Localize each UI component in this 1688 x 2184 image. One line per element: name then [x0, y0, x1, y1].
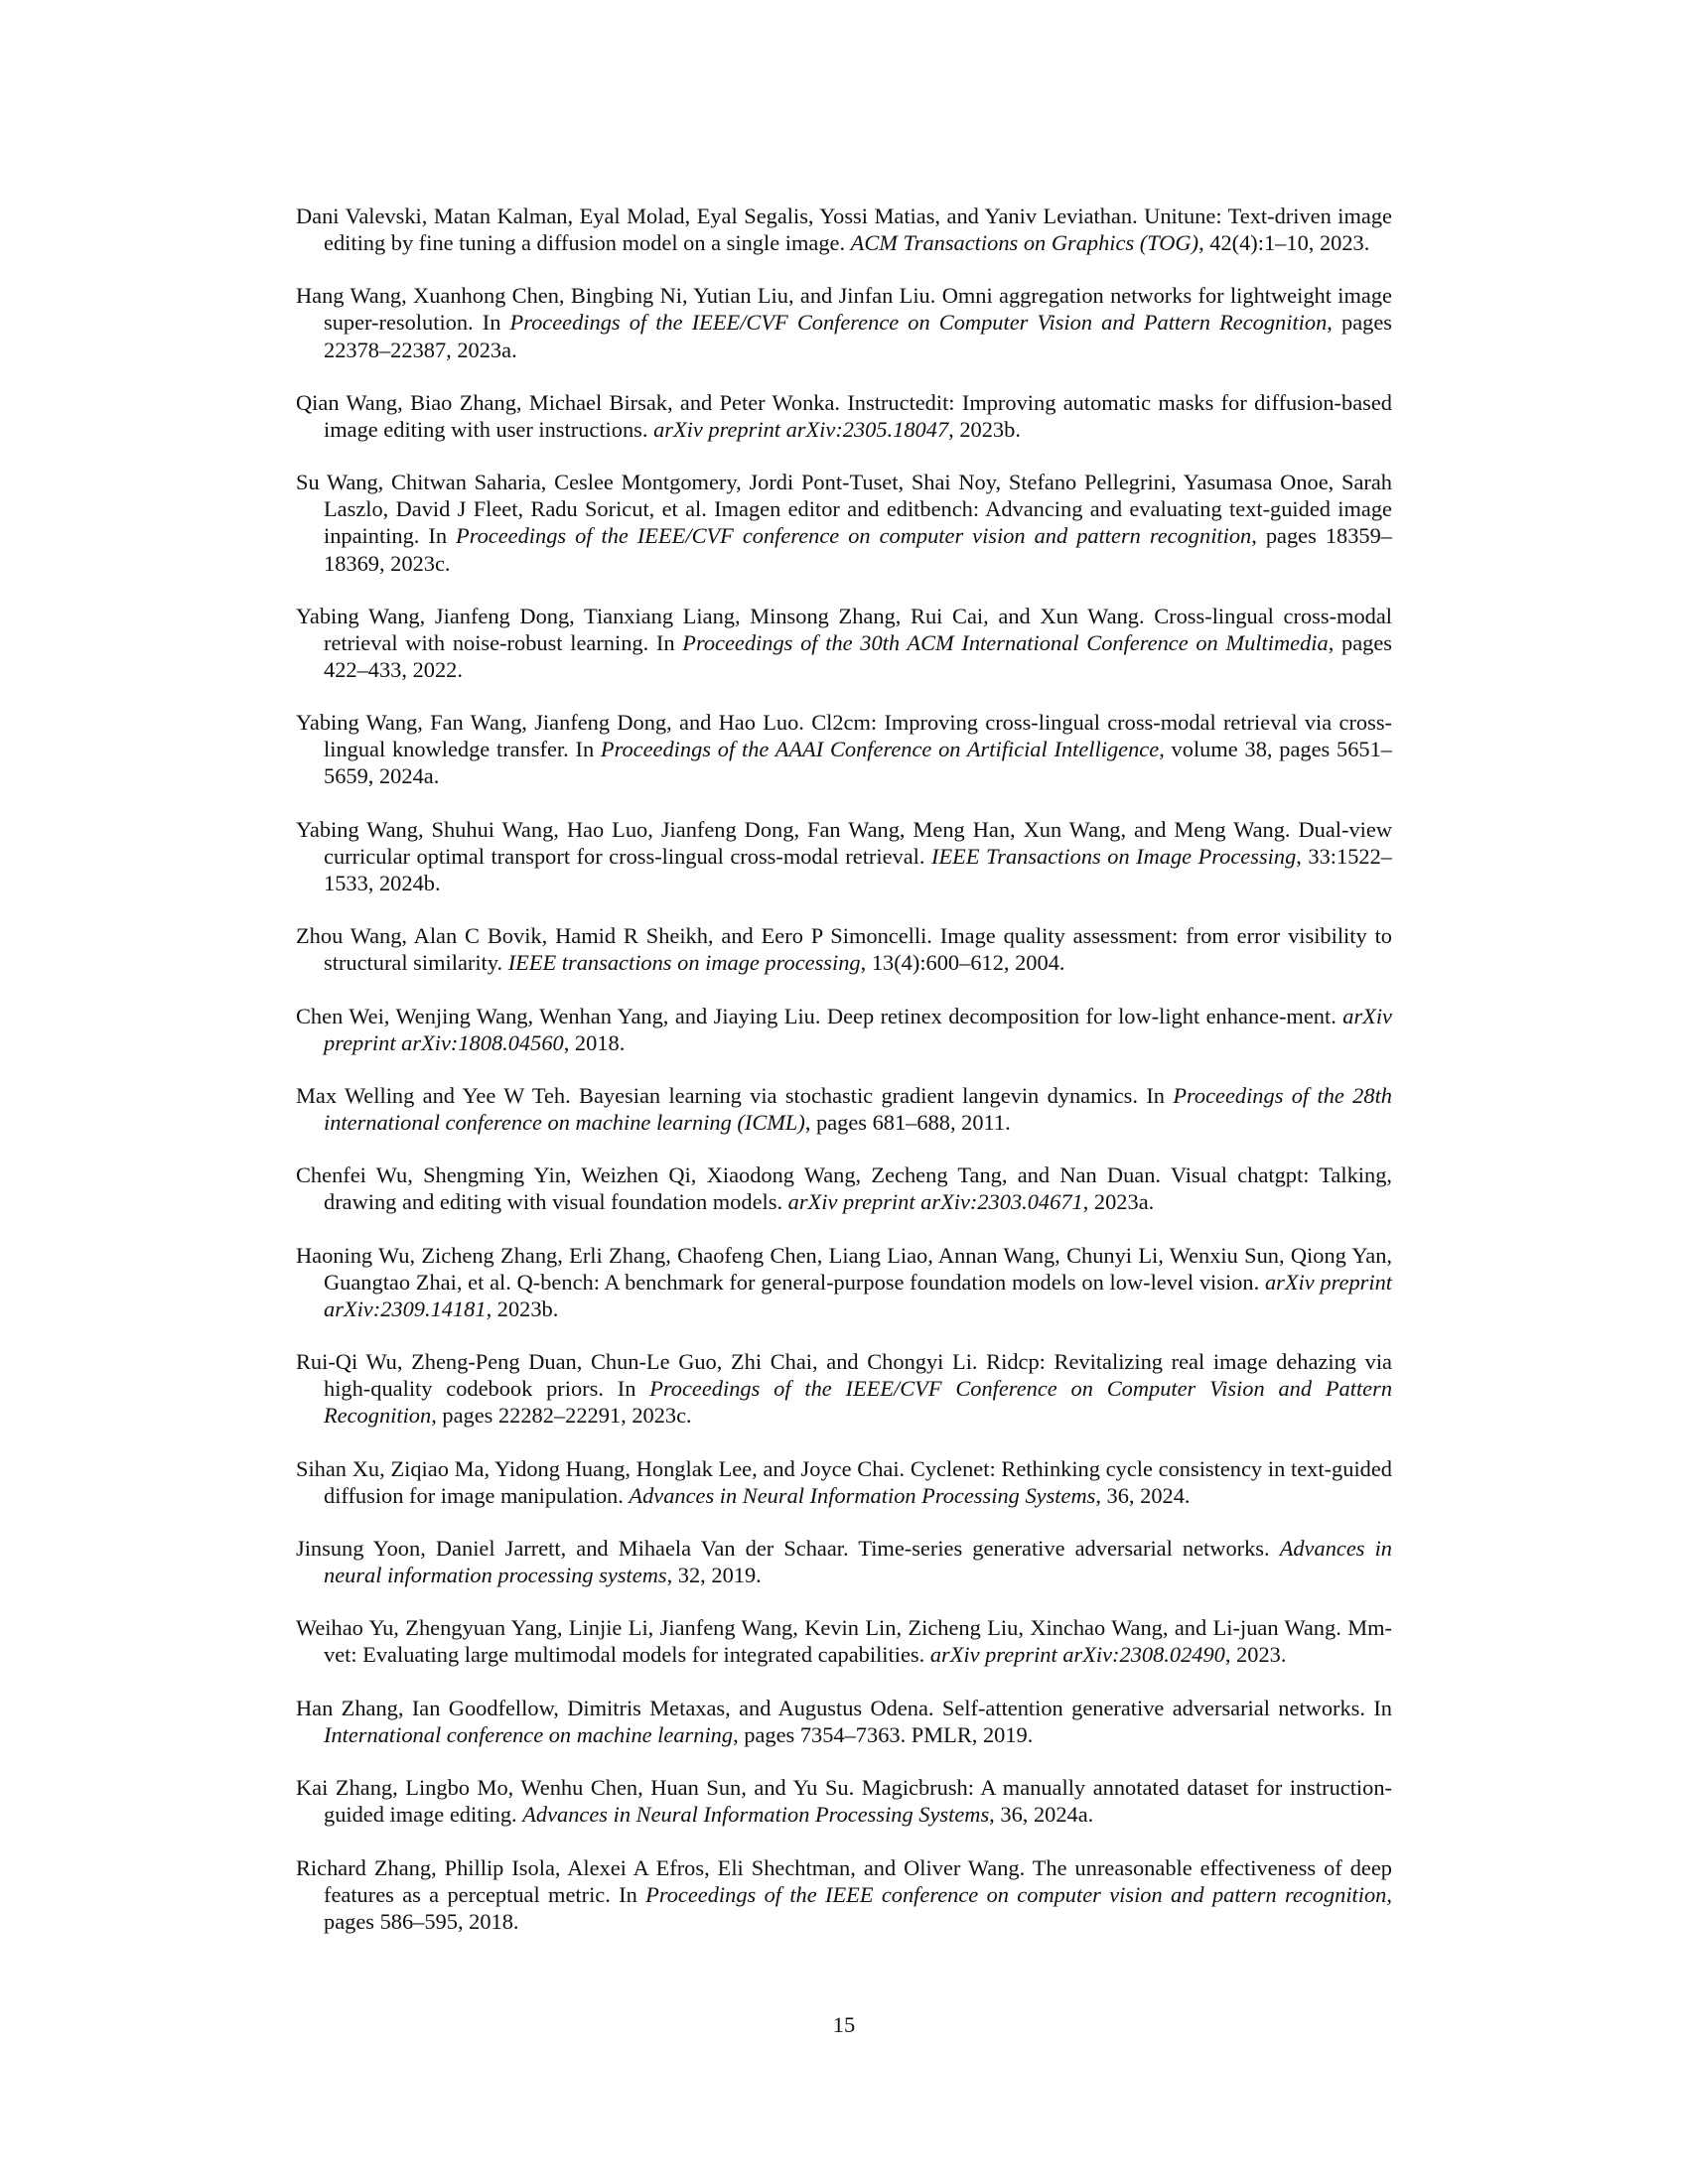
reference-authors-title: Jinsung Yoon, Daniel Jarrett, and Mihaela Van der Schaar. Time-series generative adversarial networks. [296, 1536, 1280, 1561]
reference-authors-title: Yabing Wang, Shuhui Wang, Hao Luo, Jianfeng Dong, Fan Wang, Meng Han, Xun Wang, and Meng Wang. Dual-view curricular optimal transport for cross-lingual cross-modal retrieval. [296, 816, 1392, 869]
reference-entry [296, 603, 1392, 683]
reference-venue: ACM Transactions on Graphics (TOG) [850, 230, 1199, 256]
reference-details: , 2018. [563, 1029, 626, 1055]
reference-authors-title: Hang Wang, Xuanhong Chen, Bingbing Ni, Yutian Liu, and Jinfan Liu. Omni aggregation networks for lightweight image super-resolution. In [296, 283, 1392, 336]
reference-details: , pages 22282–22291, 2023c. [431, 1403, 692, 1429]
reference-details: , 2023. [1224, 1642, 1287, 1668]
reference-entry [296, 1774, 1392, 1828]
reference-venue: arXiv preprint arXiv:2305.18047 [653, 416, 949, 442]
reference-venue: Proceedings of the AAAI Conference on Artificial Intelligence [600, 737, 1160, 762]
reference-authors-title: Yabing Wang, Fan Wang, Jianfeng Dong, and Hao Luo. Cl2cm: Improving cross-lingual cross-modal retrieval via cross-lingual knowledge transfer. In [296, 710, 1392, 762]
reference-venue: Advances in Neural Information Processing Systems [522, 1802, 990, 1828]
reference-entry [296, 1242, 1392, 1322]
reference-entry [296, 1082, 1392, 1136]
reference-venue: Proceedings of the IEEE/CVF Conference on Computer Vision and Pattern Recognition [324, 1376, 1393, 1429]
reference-details: , 36, 2024a. [989, 1802, 1094, 1828]
reference-venue: arXiv preprint arXiv:2309.14181 [324, 1269, 1392, 1321]
reference-details: , 42(4):1–10, 2023. [1198, 230, 1370, 256]
reference-details: , 33:1522–1533, 2024b. [324, 843, 1392, 895]
reference-details: , 32, 2019. [666, 1563, 762, 1588]
reference-details: , 2023b. [948, 416, 1021, 442]
reference-authors-title: Weihao Yu, Zhengyuan Yang, Linjie Li, Jianfeng Wang, Kevin Lin, Zicheng Liu, Xinchao Wang, and Li-juan Wang. Mm-vet: Evaluating large multimodal models for integrated capabilities. [296, 1615, 1392, 1668]
reference-authors-title: Kai Zhang, Lingbo Mo, Wenhu Chen, Huan Sun, and Yu Su. Magicbrush: A manually annotated dataset for instruction-guided image editing. [296, 1775, 1392, 1828]
reference-venue: Proceedings of the IEEE/CVF Conference on Computer Vision and Pattern Recognition [509, 310, 1328, 336]
reference-entry [296, 709, 1392, 789]
page-number: 15 [832, 2012, 856, 2037]
reference-venue: Proceedings of the 30th ACM International Conference on Multimedia [682, 629, 1329, 655]
reference-venue: International conference on machine learning [324, 1721, 734, 1747]
reference-authors-title: Dani Valevski, Matan Kalman, Eyal Molad, Eyal Segalis, Yossi Matias, and Yaniv Leviathan. Unitune: Text-driven image editing by fine tuning a diffusion model on a single image. [296, 204, 1392, 256]
reference-authors-title: Han Zhang, Ian Goodfellow, Dimitris Metaxas, and Augustus Odena. Self-attention generative adversarial networks. In [296, 1695, 1392, 1720]
reference-entry [296, 1695, 1392, 1748]
reference-authors-title: Yabing Wang, Jianfeng Dong, Tianxiang Liang, Minsong Zhang, Rui Cai, and Xun Wang. Cross-lingual cross-modal retrieval with noise-robust learning. In [296, 603, 1392, 655]
reference-authors-title: Sihan Xu, Ziqiao Ma, Yidong Huang, Honglak Lee, and Joyce Chai. Cyclenet: Rethinking cycle consistency in text-guided diffusion for image manipulation. [296, 1455, 1392, 1508]
reference-authors-title: Zhou Wang, Alan C Bovik, Hamid R Sheikh, and Eero P Simoncelli. Image quality assessment: from error visibility to structural similarity. [296, 923, 1392, 976]
reference-venue: Proceedings of the IEEE conference on computer vision and pattern recognition [645, 1881, 1387, 1907]
reference-entry [296, 1854, 1392, 1935]
reference-venue: Proceedings of the 28th international conference on machine learning (ICML) [324, 1082, 1392, 1136]
reference-entry [296, 1161, 1392, 1215]
reference-authors-title: Richard Zhang, Phillip Isola, Alexei A Efros, Eli Shechtman, and Oliver Wang. The unreasonable effectiveness of deep features as a perceptual metric. In [296, 1854, 1392, 1907]
reference-details: , pages 18359–18369, 2023c. [324, 523, 1392, 576]
reference-list [296, 203, 1392, 1961]
reference-details: , 13(4):600–612, 2004. [860, 950, 1065, 976]
reference-authors-title: Chen Wei, Wenjing Wang, Wenhan Yang, and Jiaying Liu. Deep retinex decomposition for low-light enhance-ment. [296, 1003, 1343, 1028]
reference-venue: arXiv preprint arXiv:1808.04560 [324, 1003, 1392, 1055]
reference-entry [296, 1535, 1392, 1588]
reference-entry [296, 1003, 1392, 1056]
reference-venue: IEEE Transactions on Image Processing [931, 843, 1297, 869]
reference-entry [296, 1348, 1392, 1429]
reference-venue: arXiv preprint arXiv:2303.04671 [787, 1189, 1083, 1215]
reference-entry [296, 282, 1392, 362]
reference-details: , 2023b. [486, 1296, 559, 1321]
reference-authors-title: Su Wang, Chitwan Saharia, Ceslee Montgomery, Jordi Pont-Tuset, Shai Noy, Stefano Pellegrini, Yasumasa Onoe, Sarah Laszlo, David J Fleet, Radu Soricut, et al. Imagen editor and editbench: Advancing and evaluating text-guided image inpainting. In [296, 470, 1392, 549]
reference-authors-title: Rui-Qi Wu, Zheng-Peng Duan, Chun-Le Guo, Zhi Chai, and Chongyi Li. Ridcp: Revitalizing real image dehazing via high-quality codebook priors. In [296, 1349, 1392, 1402]
reference-entry [296, 389, 1392, 443]
reference-venue: Advances in Neural Information Processing Systems [629, 1482, 1096, 1508]
reference-authors-title: Qian Wang, Biao Zhang, Michael Birsak, and Peter Wonka. Instructedit: Improving automatic masks for diffusion-based image editing with user instructions. [296, 389, 1392, 442]
reference-venue: Proceedings of the IEEE/CVF conference on computer vision and pattern recognition [456, 523, 1252, 549]
reference-entry [296, 922, 1392, 976]
reference-details: , volume 38, pages 5651–5659, 2024a. [324, 737, 1392, 789]
reference-details: , pages 7354–7363. PMLR, 2019. [733, 1721, 1034, 1747]
reference-details: , pages 586–595, 2018. [324, 1881, 1392, 1934]
reference-venue: arXiv preprint arXiv:2308.02490 [929, 1642, 1225, 1668]
reference-details: , pages 22378–22387, 2023a. [324, 310, 1392, 362]
reference-authors-title: Haoning Wu, Zicheng Zhang, Erli Zhang, Chaofeng Chen, Liang Liao, Annan Wang, Chunyi Li, Wenxiu Sun, Qiong Yan, Guangtao Zhai, et al. Q-bench: A benchmark for general-purpose foundation models on low-level vision. [296, 1242, 1392, 1295]
reference-details: , 36, 2024. [1095, 1482, 1191, 1508]
reference-authors-title: Max Welling and Yee W Teh. Bayesian learning via stochastic gradient langevin dynamics. In [296, 1082, 1174, 1108]
reference-entry [296, 816, 1392, 896]
reference-entry [296, 203, 1392, 256]
reference-entry [296, 1614, 1392, 1668]
reference-details: , pages 422–433, 2022. [324, 629, 1392, 682]
reference-authors-title: Chenfei Wu, Shengming Yin, Weizhen Qi, Xiaodong Wang, Zecheng Tang, and Nan Duan. Visual chatgpt: Talking, drawing and editing with visual foundation models. [296, 1162, 1392, 1215]
reference-venue: IEEE transactions on image processing [507, 950, 861, 976]
reference-details: , 2023a. [1082, 1189, 1155, 1215]
reference-entry [296, 469, 1392, 576]
reference-entry [296, 1455, 1392, 1509]
reference-venue: Advances in neural information processing systems [324, 1536, 1392, 1588]
reference-details: , pages 681–688, 2011. [804, 1110, 1011, 1136]
